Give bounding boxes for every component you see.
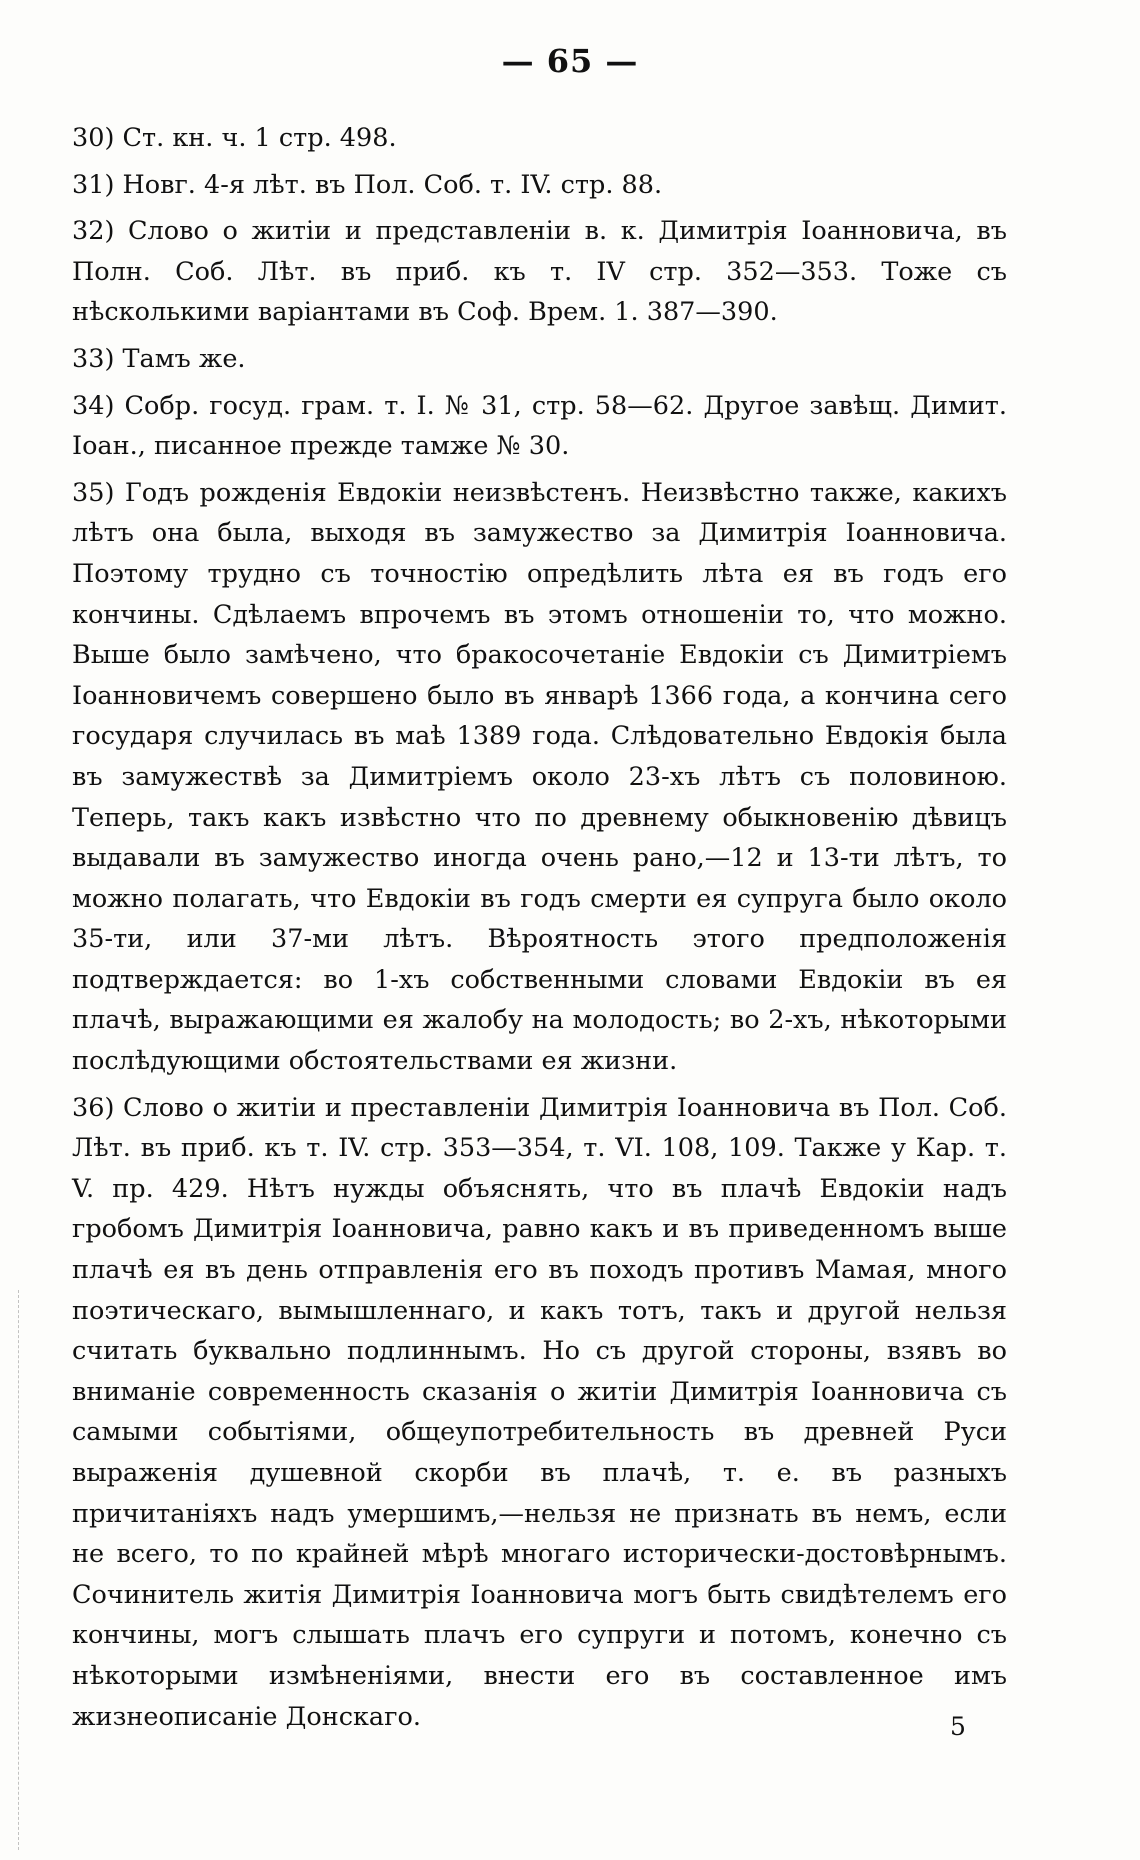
printer-signature-mark: 5: [950, 1712, 966, 1741]
footnote-36: 36) Слово о житіи и преставленіи Димитрія Іоанновича въ Пол. Соб. Лѣт. въ приб. къ т. IV. стр. 353—354, т. VI. 108, 109. Также у Кар. т. V. пр. 429. Нѣтъ нужды объяснять, что въ плачѣ Евдокіи надъ гробомъ Димитрія Іоанновича, равно какъ и въ приведенномъ выше плачѣ ея въ день отправленія его въ походъ противъ Мамая, много поэтическаго, вымышленнаго, и какъ тотъ, такъ и другой нельзя считать буквально подлиннымъ. Но съ другой стороны, взявъ во вниманіе современность сказанія о житіи Димитрія Іоанновича съ самыми событіями, общеупотребительность въ древней Руси выраженія душевной скорби въ плачѣ, т. е. въ разныхъ причитаніяхъ надъ умершимъ,—нельзя не признать въ немъ, если не всего, то по крайней мѣрѣ многаго исторически-достовѣрнымъ. Сочинитель житія Димитрія Іоанновича могъ быть свидѣтелемъ его кончины, могъ слышать плачъ его супруги и потомъ, конечно съ нѣкоторыми измѣненіями, внести его въ составленное имъ жизнеописаніе Донскаго.: [72, 1092, 1007, 1732]
footnote-33: 33) Тамъ же.: [72, 343, 246, 374]
footnote-35: 35) Годъ рожденія Евдокіи неизвѣстенъ. Неизвѣстно также, какихъ лѣтъ она была, выходя въ замужество за Димитрія Іоанновича. Поэтому трудно съ точностію опредѣлить лѣта ея въ годъ его кончины. Сдѣлаемъ впрочемъ въ этомъ отношеніи то, что можно. Выше было замѣчено, что бракосочетаніе Евдокіи съ Димитріемъ Іоанновичемъ совершено было въ январѣ 1366 года, а кончина сего государя случилась въ маѣ 1389 года. Слѣдовательно Евдокія была въ замужествѣ за Димитріемъ около 23-хъ лѣтъ съ половиною. Теперь, такъ какъ извѣстно что по древнему обыкновенію дѣвицъ выдавали въ замужество иногда очень рано,—12 и 13-ти лѣтъ, то можно полагать, что Евдокіи въ годъ смерти ея супруга было около 35-ти, или 37-ми лѣтъ. Вѣроятность этого предположенія подтверждается: во 1-хъ собственными словами Евдокіи въ ея плачѣ, выражающими ея жалобу на молодость; во 2-хъ, нѣкоторыми послѣдующими обстоятельствами ея жизни.: [72, 477, 1007, 1077]
footnote-31: 31) Новг. 4-я лѣт. въ Пол. Соб. т. IV. стр. 88.: [72, 169, 663, 200]
binding-edge-mark: [18, 1290, 20, 1850]
footnotes-block: [72, 118, 1007, 1743]
footnote-30: 30) Ст. кн. ч. 1 стр. 498.: [72, 123, 397, 153]
footnote-34: 34) Собр. госуд. грам. т. I. № 31, стр. 58—62. Другое завѣщ. Димит. Іоан., писанное прежде тамже № 30.: [72, 390, 1007, 462]
footnote-32: 32) Слово о житіи и представленіи в. к. Димитрія Іоанновича, въ Полн. Соб. Лѣт. въ приб. къ т. IV стр. 352—353. Тоже съ нѣсколькими варіантами въ Соф. Врем. 1. 387—390.: [72, 216, 1007, 328]
page-number: — 65 —: [501, 42, 639, 80]
